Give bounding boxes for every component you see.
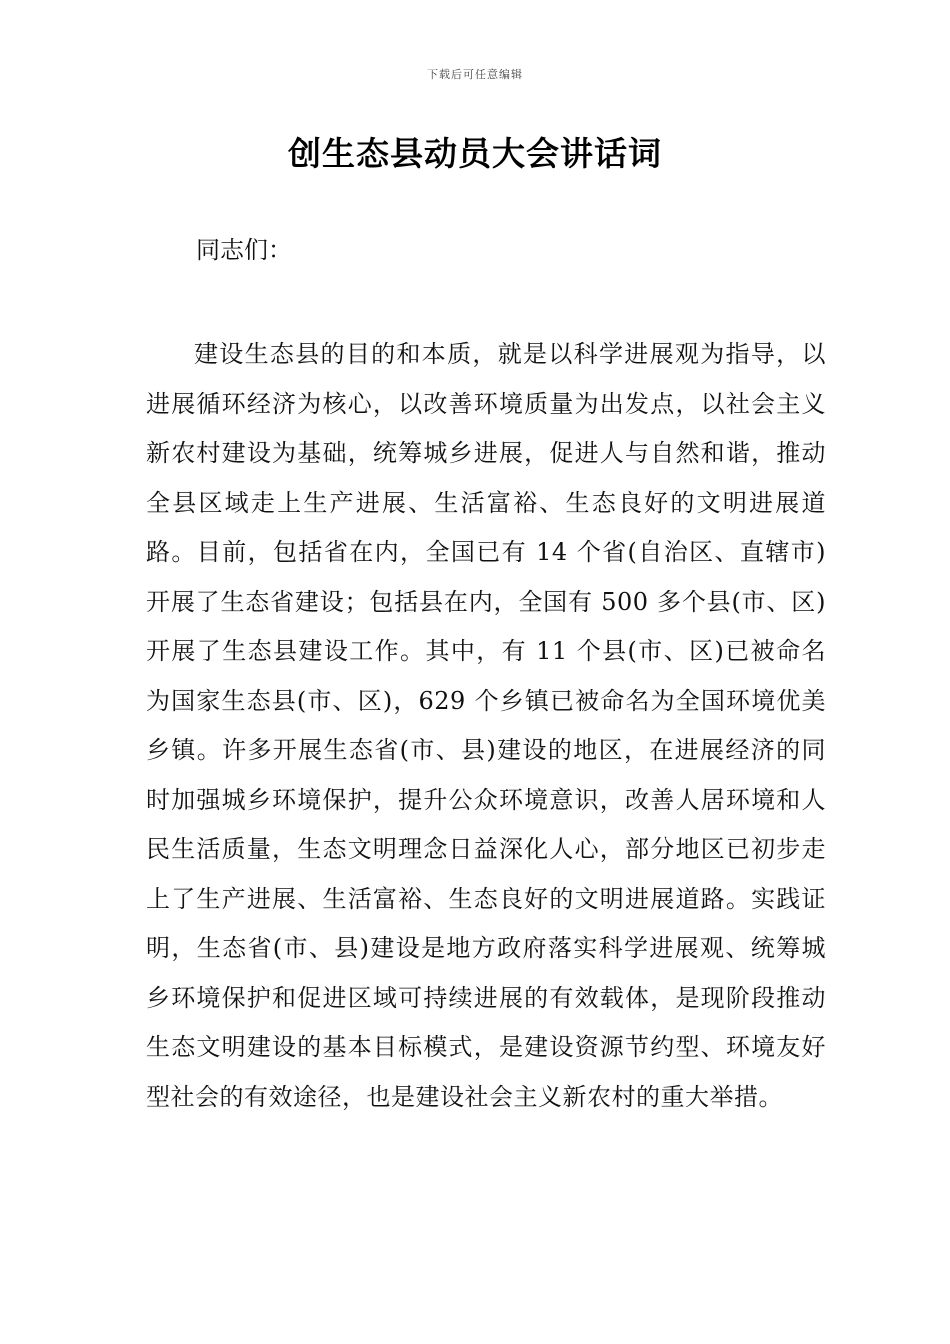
header-note: 下载后可任意编辑 bbox=[427, 68, 523, 81]
document-title: 创生态县动员大会讲话词 bbox=[288, 134, 662, 173]
body-paragraph: 建设生态县的目的和本质，就是以科学进展观为指导，以进展循环经济为核心，以改善环境质量为出发点，以社会主义新农村建设为基础，统筹城乡进展，促进人与自然和谐，推动全县区域走上生产进展、生活富裕、生态良好的文明进展道路。目前，包括省在内，全国已有 14 个省(自治区、直辖市)开展了生态省建设；包括县在内，全国有 500 多个县(市、区)开展了生态县建设工作。其中，有 11 个县(市、区)已被命名为国家生态县(市、区)，629 个乡镇已被命名为全国环境优美乡镇。许多开展生态省(市、县)建设的地区，在进展经济的同时加强城乡环境保护，提升公众环境意识，改善人居环境和人民生活质量，生态文明理念日益深化人心，部分地区已初步走上了生产进展、生活富裕、生态良好的文明进展道路。实践证明，生态省(市、县)建设是地方政府落实科学进展观、统筹城乡环境保护和促进区域可持续进展的有效载体，是现阶段推动生态文明建设的基本目标模式，是建设资源节约型、环境友好型社会的有效途径，也是建设社会主义新农村的重大举措。 bbox=[146, 340, 826, 1111]
salutation: 同志们： bbox=[196, 236, 292, 264]
